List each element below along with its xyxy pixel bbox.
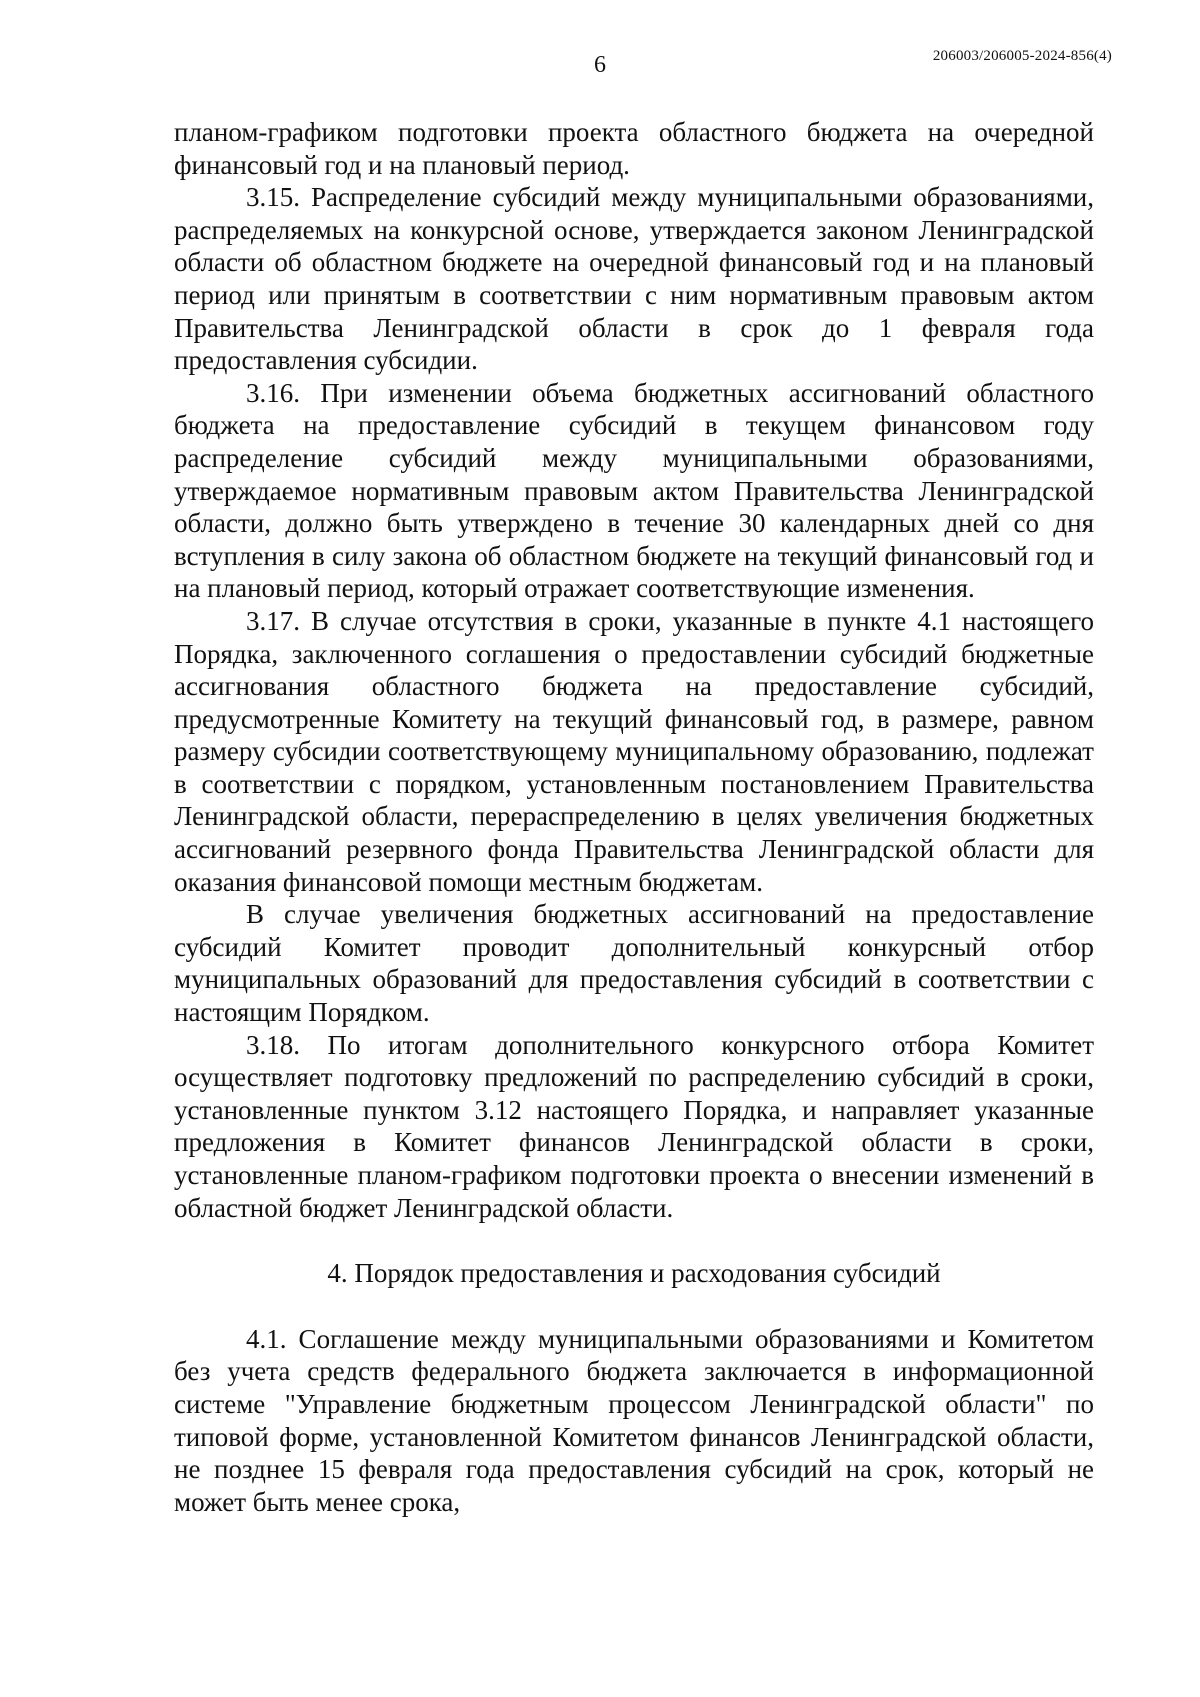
paragraph-3-18: 3.18. По итогам дополнительного конкурсного отбора Комитет осуществляет подготовку предложений по распределению субсидий в сроки, установленные пунктом 3.12 настоящего Порядка, и направляет указанные предложения в Комитет финансов Ленинградской области в сроки, установленные планом-графиком подготовки проекта о внесении изменений в областной бюджет Ленинградской области.: [174, 1029, 1094, 1223]
document-id: 206003/206005-2024-856(4): [932, 48, 1112, 64]
document-body: [174, 116, 1094, 1518]
paragraph-3-17: 3.17. В случае отсутствия в сроки, указанные в пункте 4.1 настоящего Порядка, заключенного соглашения о предоставлении субсидий бюджетные ассигнования областного бюджета на предоставление субсидий, предусмотренные Комитету на текущий финансовый год, в размере, равном размеру субсидии соответствующему муниципальному образованию, подлежат в соответствии с порядком, установленным постановлением Правительства Ленинградской области, перераспределению в целях увеличения бюджетных ассигнований резервного фонда Правительства Ленинградской области для оказания финансовой помощи местным бюджетам.: [174, 605, 1094, 897]
paragraph-3-17-addendum: В случае увеличения бюджетных ассигнований на предоставление субсидий Комитет проводит дополнительный конкурсный отбор муниципальных образований для предоставления субсидий в соответствии с настоящим Порядком.: [174, 899, 1094, 1028]
paragraph-4-1: 4.1. Соглашение между муниципальными образованиями и Комитетом без учета средств федерального бюджета заключается в информационной системе "Управление бюджетным процессом Ленинградской области" по типовой форме, установленной Комитетом финансов Ленинградской области, не позднее 15 февраля года предоставления субсидий на срок, который не может быть менее срока,: [174, 1323, 1094, 1517]
paragraph-3-15: 3.15. Распределение субсидий между муниципальными образованиями, распределяемых на конкурсной основе, утверждается законом Ленинградской области об областном бюджете на очередной финансовый год и на плановый период или принятым в соответствии с ним нормативным правовым актом Правительства Ленинградской области в срок до 1 февраля года предоставления субсидии.: [174, 182, 1094, 376]
paragraph-continuation: планом-графиком подготовки проекта областного бюджета на очередной финансовый год и на плановый период.: [174, 117, 1094, 180]
section-heading: 4. Порядок предоставления и расходования субсидий: [327, 1258, 941, 1289]
page-number: 6: [594, 52, 606, 78]
paragraph-3-16: 3.16. При изменении объема бюджетных ассигнований областного бюджета на предоставление субсидий в текущем финансовом году распределение субсидий между муниципальными образованиями, утверждаемое нормативным правовым актом Правительства Ленинградской области, должно быть утверждено в течение 30 календарных дней со дня вступления в силу закона об областном бюджете на текущий финансовый год и на плановый период, который отражает соответствующие изменения.: [174, 377, 1094, 604]
